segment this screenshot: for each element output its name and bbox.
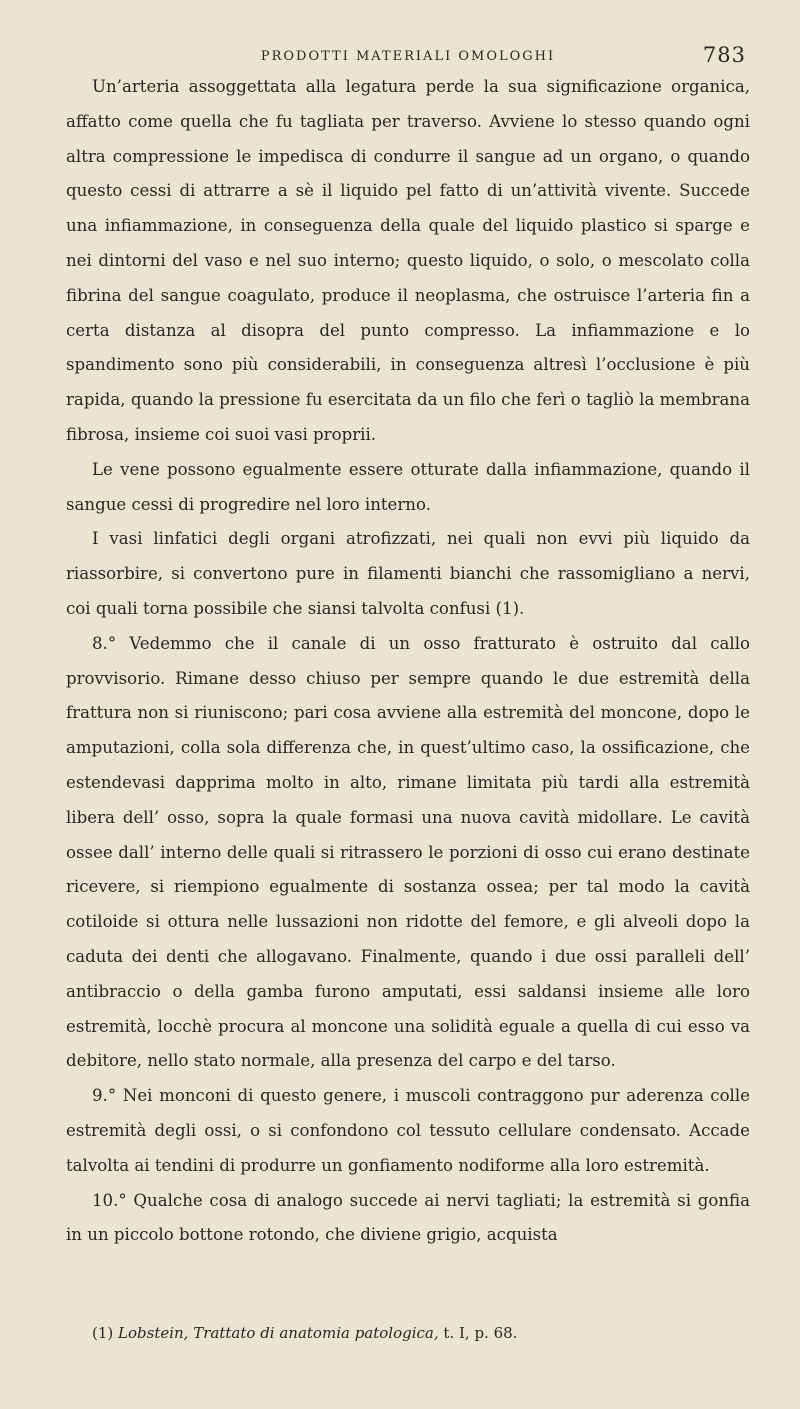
paragraph-vene: Le vene possono egualmente essere otturate dalla infiammazione, quando il sangue cessi di progredire nel loro interno. xyxy=(66,459,750,514)
footnote-reference: t. I, p. 68. xyxy=(443,1324,518,1342)
footnote-title: Trattato di anatomia patologica, xyxy=(193,1324,439,1342)
paragraph-arteria: Un’arteria assoggettata alla legatura perde la sua significazione organica, affatto come quella che fu tagliata per traverso. Avviene lo stesso quando ogni altra compressione le impedisca di condurre il sangue ad un organo, o quando questo cessi di attrarre a sè il liquido pel fatto di un’attività vivente. Succede una infiammazione, in conseguenza della quale del liquido plastico si sparge e nei dintorni del vaso e nel suo interno; questo liquido, o solo, o mescolato colla fibrina del sangue coagulato, produce il neoplasma, che ostruisce l’arteria fin a certa distanza al disopra del punto compresso. La infiammazione e lo spandimento sono più considerabili, in conseguenza altresì l’occlusione è più rapida, quando la pressione fu esercitata da un filo che ferì o tagliò la membrana fibrosa, insieme coi suoi vasi proprii. xyxy=(66,77,750,444)
running-title: PRODOTTI MATERIALI OMOLOGHI xyxy=(260,49,556,64)
footnote xyxy=(92,1322,750,1344)
paragraph-section-8: 8.° Vedemmo che il canale di un osso fratturato è ostruito dal callo provvisorio. Rimane desso chiuso per sempre quando le due estremità della frattura non si riuniscono; pari cosa avviene alla estremità del moncone, dopo le amputazioni, colla sola differenza che, in quest’ultimo caso, la ossificazione, che estendevasi dapprima molto in alto, rimane limitata più tardi alla estremità libera dell’ osso, sopra la quale formasi una nuova cavità midollare. Le cavità ossee dall’ interno delle quali si ritrassero le porzioni di osso cui erano destinate ricevere, si riempiono egualmente di sostanza ossea; per tal modo la cavità cotiloide si ottura nelle lussazioni non ridotte del femore, e gli alveoli dopo la caduta dei denti che allogavano. Finalmente, quando i due ossi paralleli dell’ antibraccio o della gamba furono amputati, essi saldansi insieme alle loro estremità, locchè procura al moncone una solidità eguale a quella di cui esso va debitore, nello stato normale, alla presenza del carpo e del tarso. xyxy=(66,633,750,1071)
body-text xyxy=(66,70,750,1253)
paragraph-vasi-linfatici: I vasi linfatici degli organi atrofizzati, nei quali non evvi più liquido da riassorbire, si convertono pure in filamenti bianchi che rassomigliano a nervi, coi quali torna possibile che siansi talvolta confusi (1). xyxy=(66,529,750,618)
paragraph-section-9: 9.° Nei monconi di questo genere, i muscoli contraggono pur aderenza colle estremità degli ossi, o si confondono col tessuto cellulare condensato. Accade talvolta ai tendini di produrre un gonfiamento nodiforme alla loro estremità. xyxy=(66,1086,750,1175)
page-number: 783 xyxy=(702,43,746,67)
running-head xyxy=(66,44,750,70)
footnote-author: Lobstein, xyxy=(118,1324,189,1342)
paragraph-section-10: 10.° Qualche cosa di analogo succede ai nervi tagliati; la estremità si gonfia in un piccolo bottone rotondo, che diviene grigio, acquista xyxy=(66,1190,750,1245)
footnote-marker: (1) xyxy=(92,1324,114,1342)
